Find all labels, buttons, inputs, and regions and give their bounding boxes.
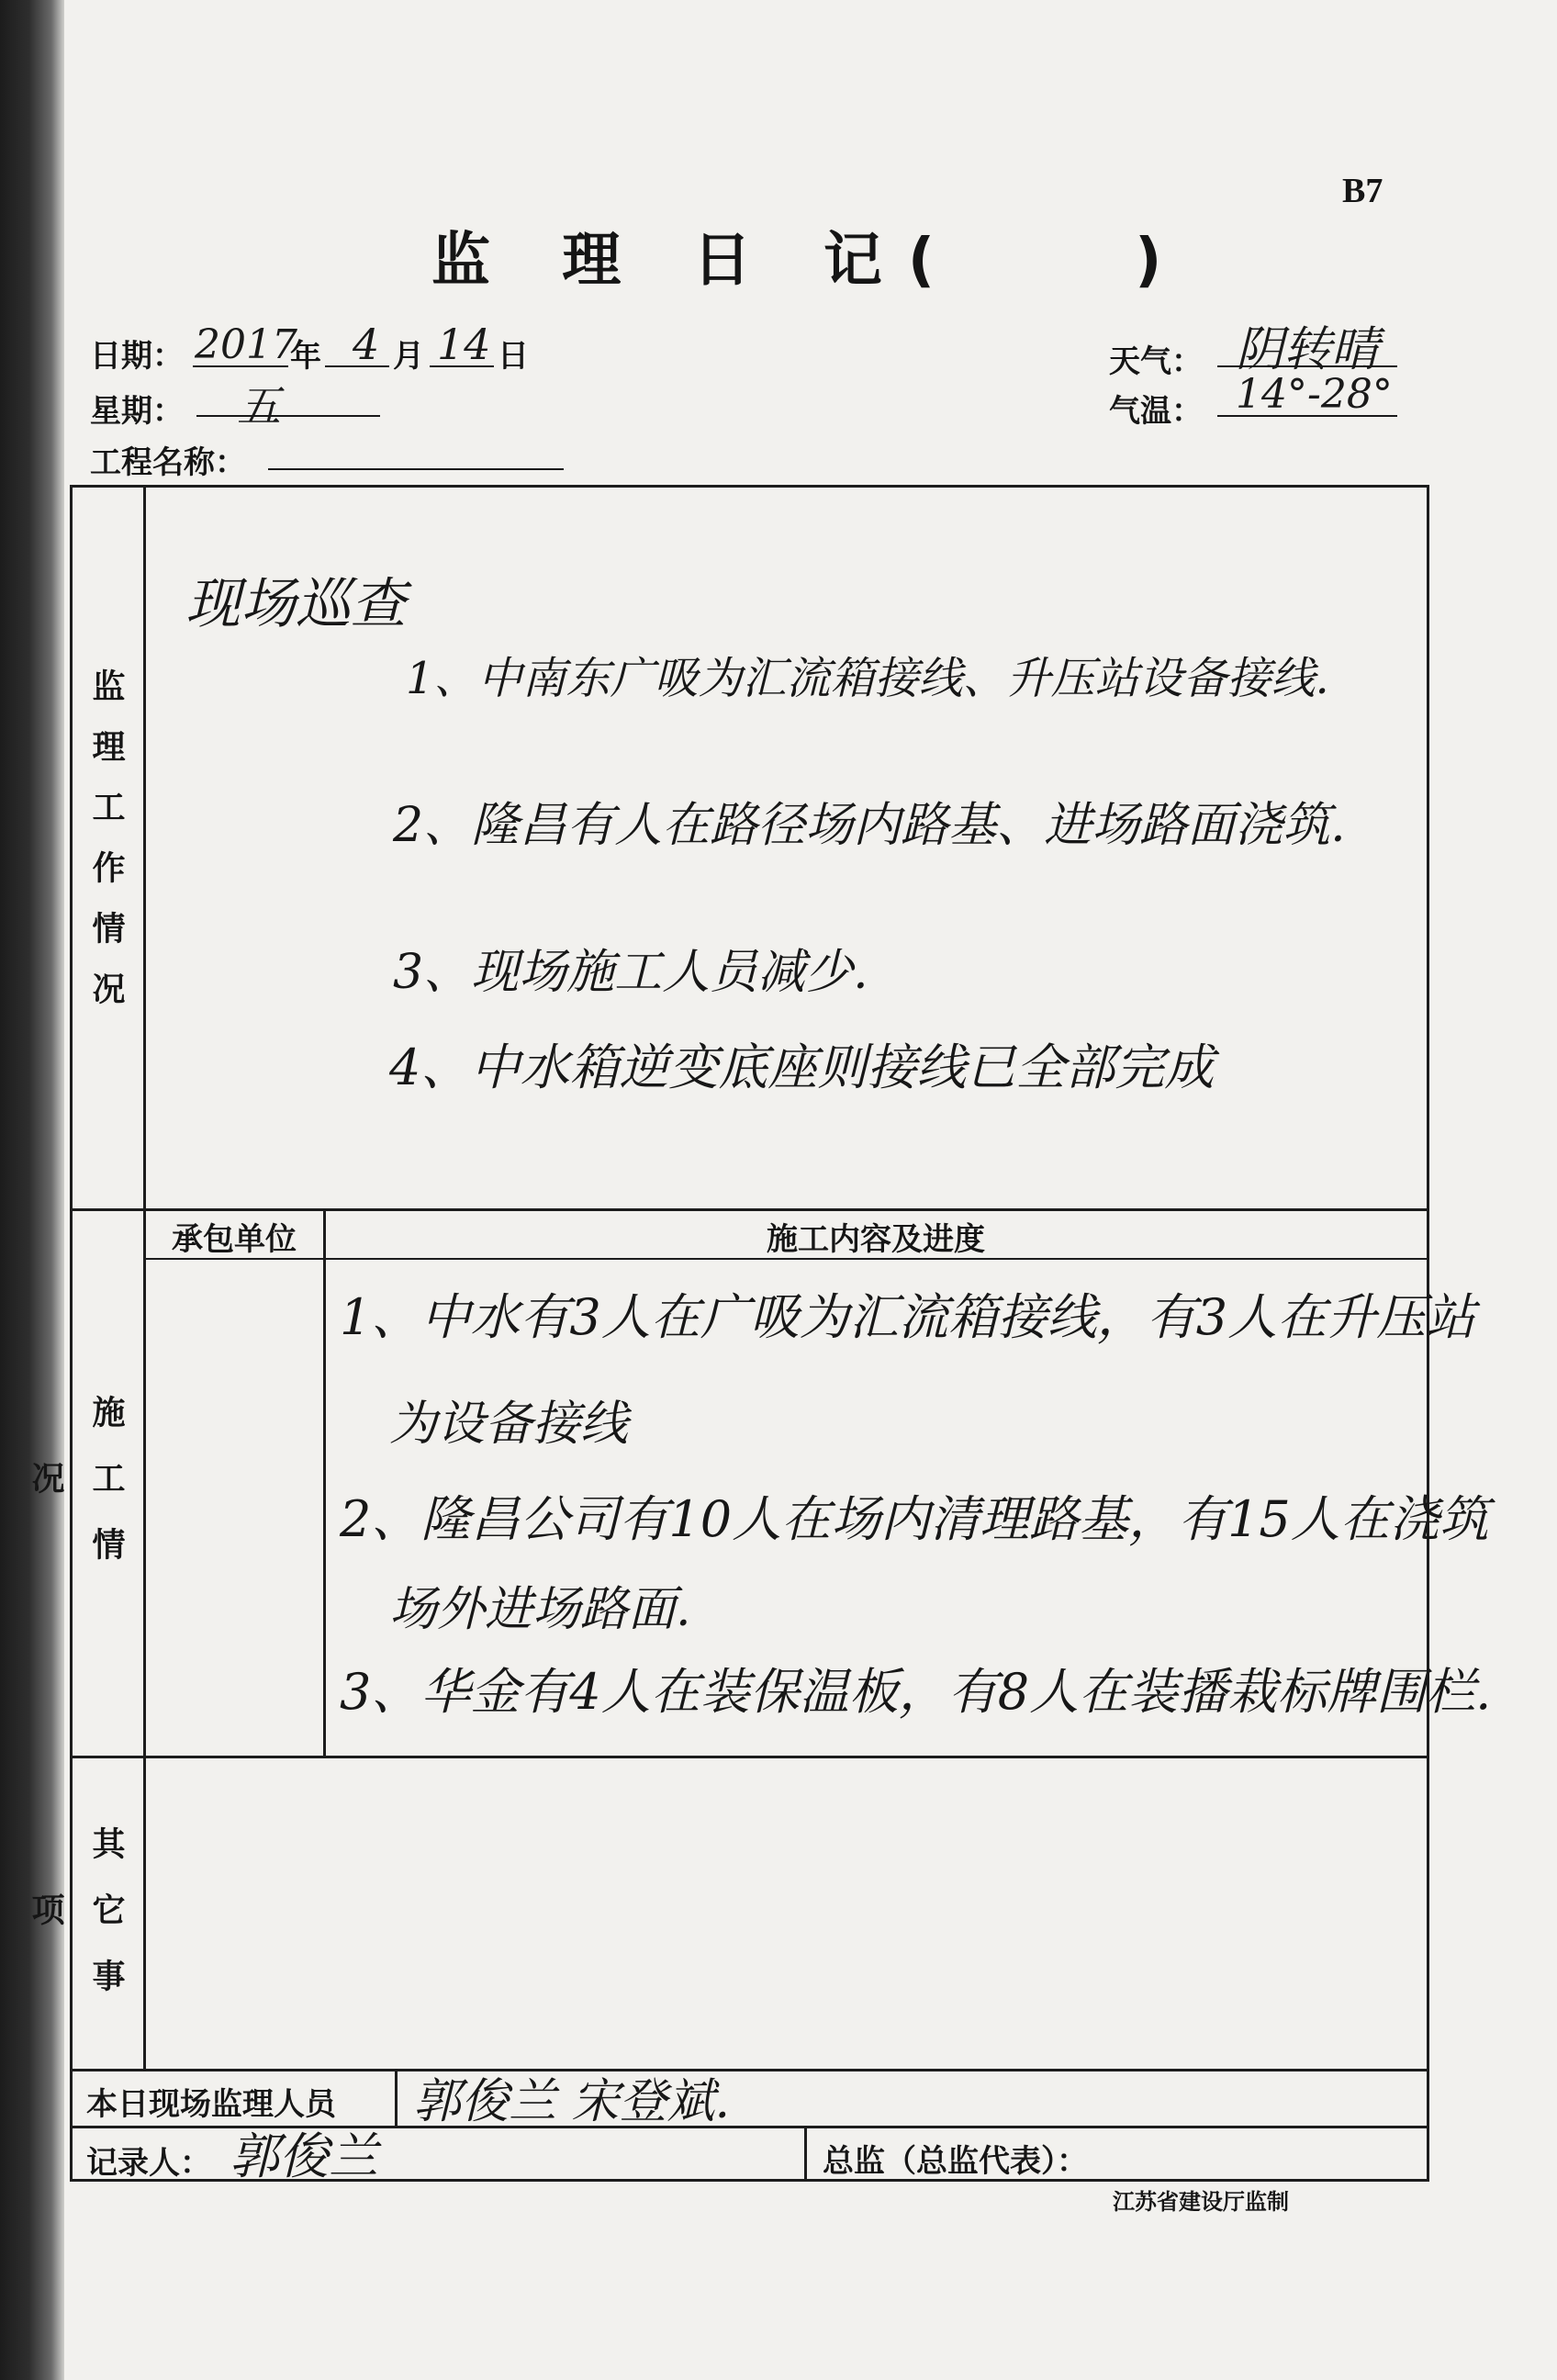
form-code: B7 [1342,172,1383,210]
weekday-label: 星期： [90,393,184,430]
construction-section-label: 施工情况 [27,1395,125,1593]
contractor-column-header: 承包单位 [172,1221,297,1258]
date-year: 2017 [195,321,297,368]
supervision-entry-1: 1、中南东广吸为汇流箱接线、升压站设备接线. [406,653,1329,704]
staff-label: 本日现场监理人员 [86,2086,336,2123]
date-year-underline [193,365,288,367]
weather-label: 天气： [1109,343,1203,380]
construction-entry-2: 2、隆昌公司有10人在场内清理路基，有15人在浇筑 [340,1490,1489,1548]
row-divider-construction [70,1208,1429,1211]
construction-entry-3: 3、华金有4人在装保温板，有8人在装播栽标牌围栏. [340,1663,1492,1721]
weather-value: 阴转晴 [1236,322,1380,377]
supervision-entry-2: 2、隆昌有人在路径场内路基、进场路面浇筑. [393,798,1346,853]
weekday-underline [196,415,380,417]
date-label: 日期： [90,338,184,375]
construction-entry-1: 1、中水有3人在广吸为汇流箱接线，有3人在升压站 [340,1288,1476,1346]
issuer-note: 江苏省建设厅监制 [1113,2189,1289,2215]
label-column-divider [143,485,146,2069]
date-month-underline [325,365,389,367]
construction-entry-2b: 场外进场路面. [389,1582,691,1637]
recorder-signature: 郭俊兰 [230,2127,378,2185]
date-day-unit: 日 [498,338,529,375]
project-label: 工程名称： [90,444,246,481]
date-day: 14 [437,320,491,369]
chief-supervisor-label: 总监（总监代表）： [823,2143,1088,2180]
book-binding-shadow [0,0,64,2380]
supervision-entry-3: 3、现场施工人员减少. [393,945,868,1000]
recorder-label: 记录人： [86,2145,211,2182]
temp-value: 14°-28° [1236,371,1393,418]
date-month-unit: 月 [393,338,424,375]
staff-value: 郭俊兰 宋登斌. [413,2074,731,2129]
contractor-column-divider [323,1208,326,1757]
construction-entry-1b: 为设备接线 [389,1397,629,1452]
date-month: 4 [353,320,380,369]
form-title-text: 监 理 日 记( [431,227,961,295]
recorder-column-divider [804,2126,807,2181]
supervision-heading: 现场巡查 [185,572,406,636]
weekday-value: 五 [237,381,282,432]
staff-column-divider [395,2069,398,2126]
supervision-entry-4: 4、中水箱逆变底座则接线已全部完成 [389,1038,1215,1096]
row-divider-other [70,1756,1429,1758]
progress-column-header: 施工内容及进度 [767,1221,985,1258]
table-border-left [70,485,73,2182]
supervision-section-label: 监理工作情况 [87,668,125,1032]
table-border-top [70,485,1429,488]
date-day-underline [430,365,494,367]
other-section-label: 其它事项 [27,1826,125,2025]
temp-underline [1217,415,1397,417]
temp-label: 气温： [1109,393,1203,430]
weather-underline [1217,365,1397,367]
form-title-close: ) [1135,227,1188,295]
row-divider-staff [70,2069,1429,2071]
date-year-unit: 年 [290,338,321,375]
form-title [431,213,1187,298]
project-underline [268,468,564,470]
